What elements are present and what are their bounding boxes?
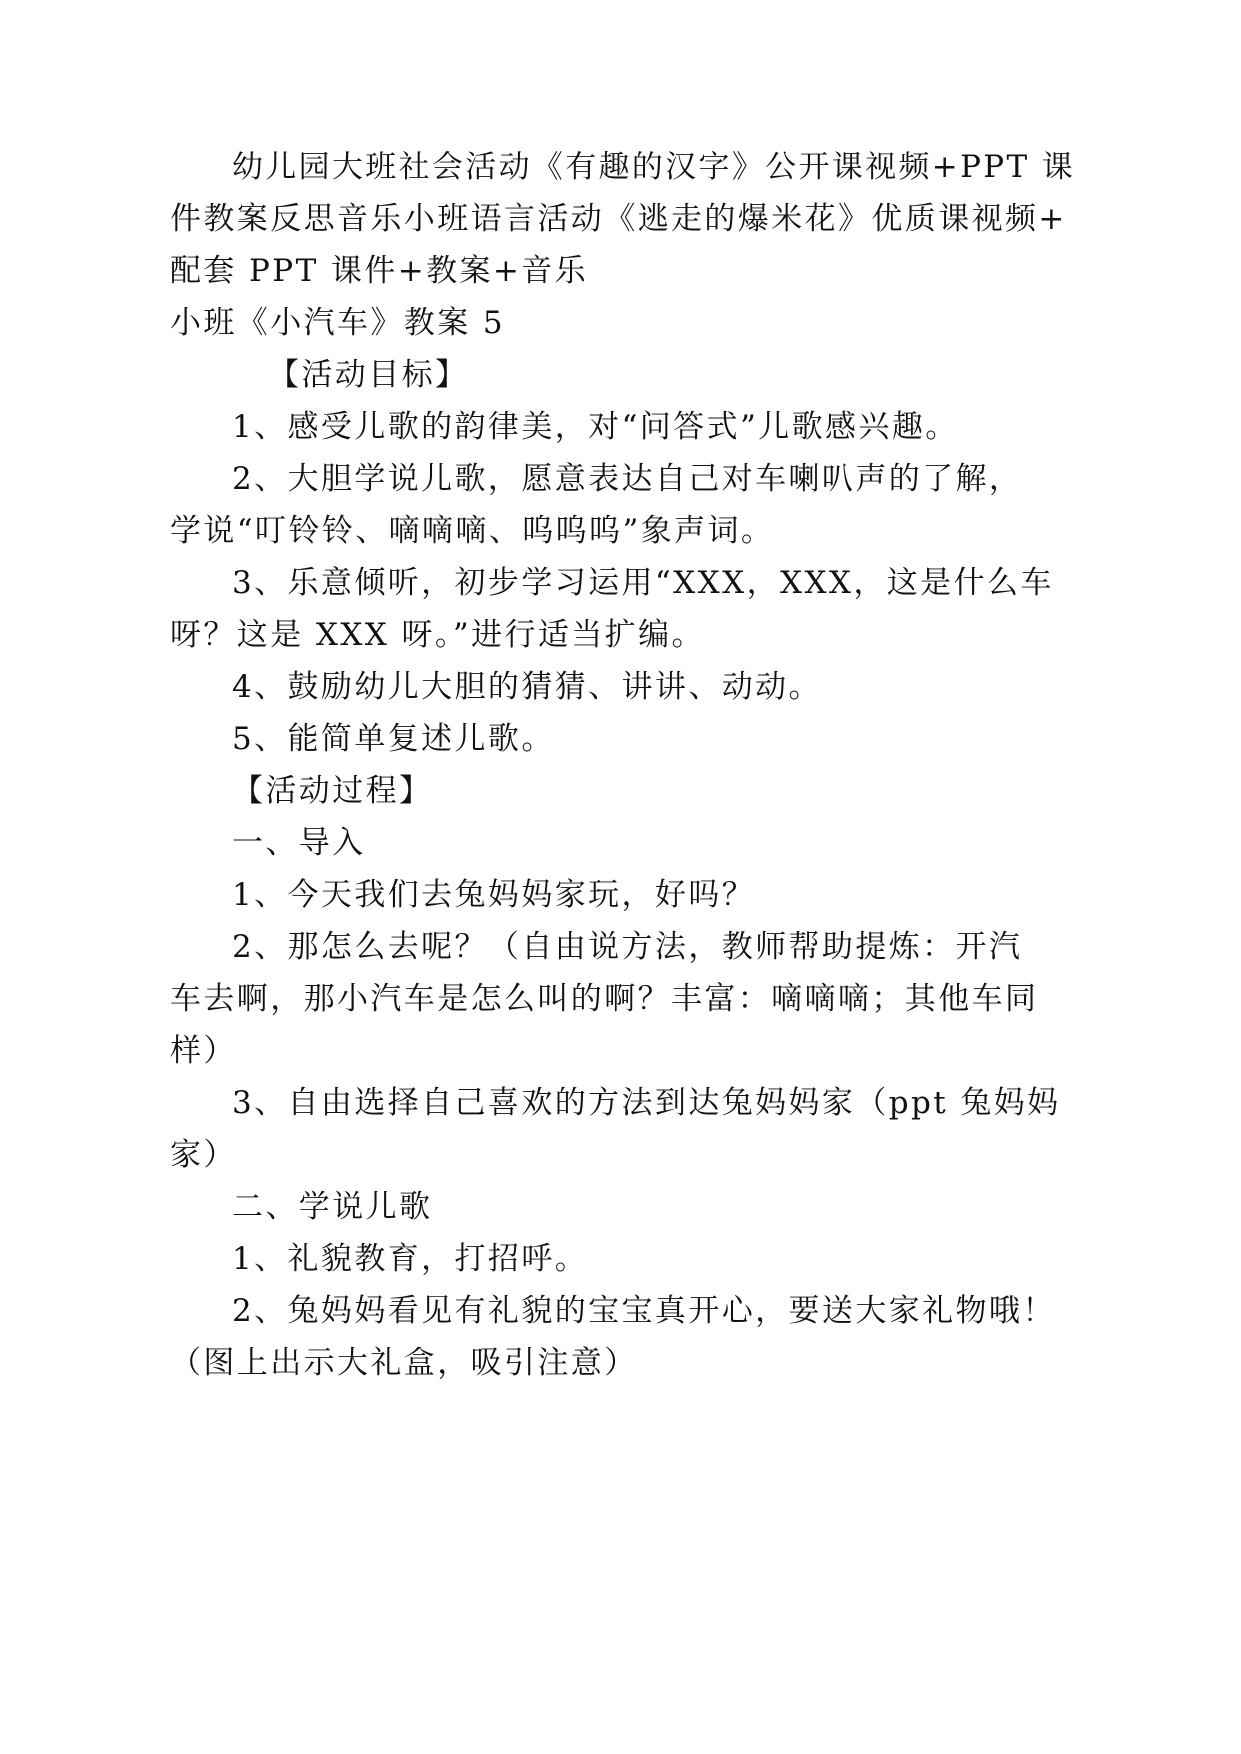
intro-line-3: 配套 PPT 课件+教案+音乐 xyxy=(170,253,589,289)
goal-line-3: 3、乐意倾听，初步学习运用“XXX，XXX，这是什么车 xyxy=(232,565,1054,601)
intro-line-2: 件教案反思音乐小班语言活动《逃走的爆米花》优质课视频+ xyxy=(170,201,1067,237)
goal-line-1: 1、感受儿歌的韵律美，对“问答式”儿歌感兴趣。 xyxy=(232,409,959,445)
goal-line-2: 2、大胆学说儿歌，愿意表达自己对车喇叭声的了解， xyxy=(232,461,1023,497)
part1-line-1: 1、今天我们去兔妈妈家玩，好吗？ xyxy=(232,877,756,913)
part1-line-2: 2、那怎么去呢？（自由说方法，教师帮助提炼：开汽 xyxy=(232,929,1023,965)
part2-line-1: 1、礼貌教育，打招呼。 xyxy=(232,1241,589,1277)
part1-heading: 一、导入 xyxy=(232,825,366,861)
intro-line-1: 幼儿园大班社会活动《有趣的汉字》公开课视频+PPT 课 xyxy=(232,149,1076,185)
part1-line-2-cont: 车去啊，那小汽车是怎么叫的啊？丰富：嘀嘀嘀；其他车同 xyxy=(170,981,1039,1017)
part1-line-3-cont: 家） xyxy=(170,1137,237,1173)
goal-line-5: 5、能简单复述儿歌。 xyxy=(232,721,555,757)
goal-line-3-cont: 呀？这是 XXX 呀。”进行适当扩编。 xyxy=(170,617,705,653)
part2-heading: 二、学说儿歌 xyxy=(232,1189,433,1225)
document-title: 小班《小汽车》教案 5 xyxy=(170,305,505,341)
part1-line-2-end: 样） xyxy=(170,1033,237,1069)
section-heading-goals: 【活动目标】 xyxy=(268,357,469,393)
part2-line-2: 2、兔妈妈看见有礼貌的宝宝真开心，要送大家礼物哦！ xyxy=(232,1293,1056,1329)
section-heading-process: 【活动过程】 xyxy=(232,773,433,809)
goal-line-4: 4、鼓励幼儿大胆的猜猜、讲讲、动动。 xyxy=(232,669,822,705)
goal-line-2-cont: 学说“叮铃铃、嘀嘀嘀、呜呜呜”象声词。 xyxy=(170,513,775,549)
part2-line-2-cont: （图上出示大礼盒，吸引注意） xyxy=(170,1345,638,1381)
part1-line-3: 3、自由选择自己喜欢的方法到达兔妈妈家（ppt 兔妈妈 xyxy=(232,1085,1061,1121)
